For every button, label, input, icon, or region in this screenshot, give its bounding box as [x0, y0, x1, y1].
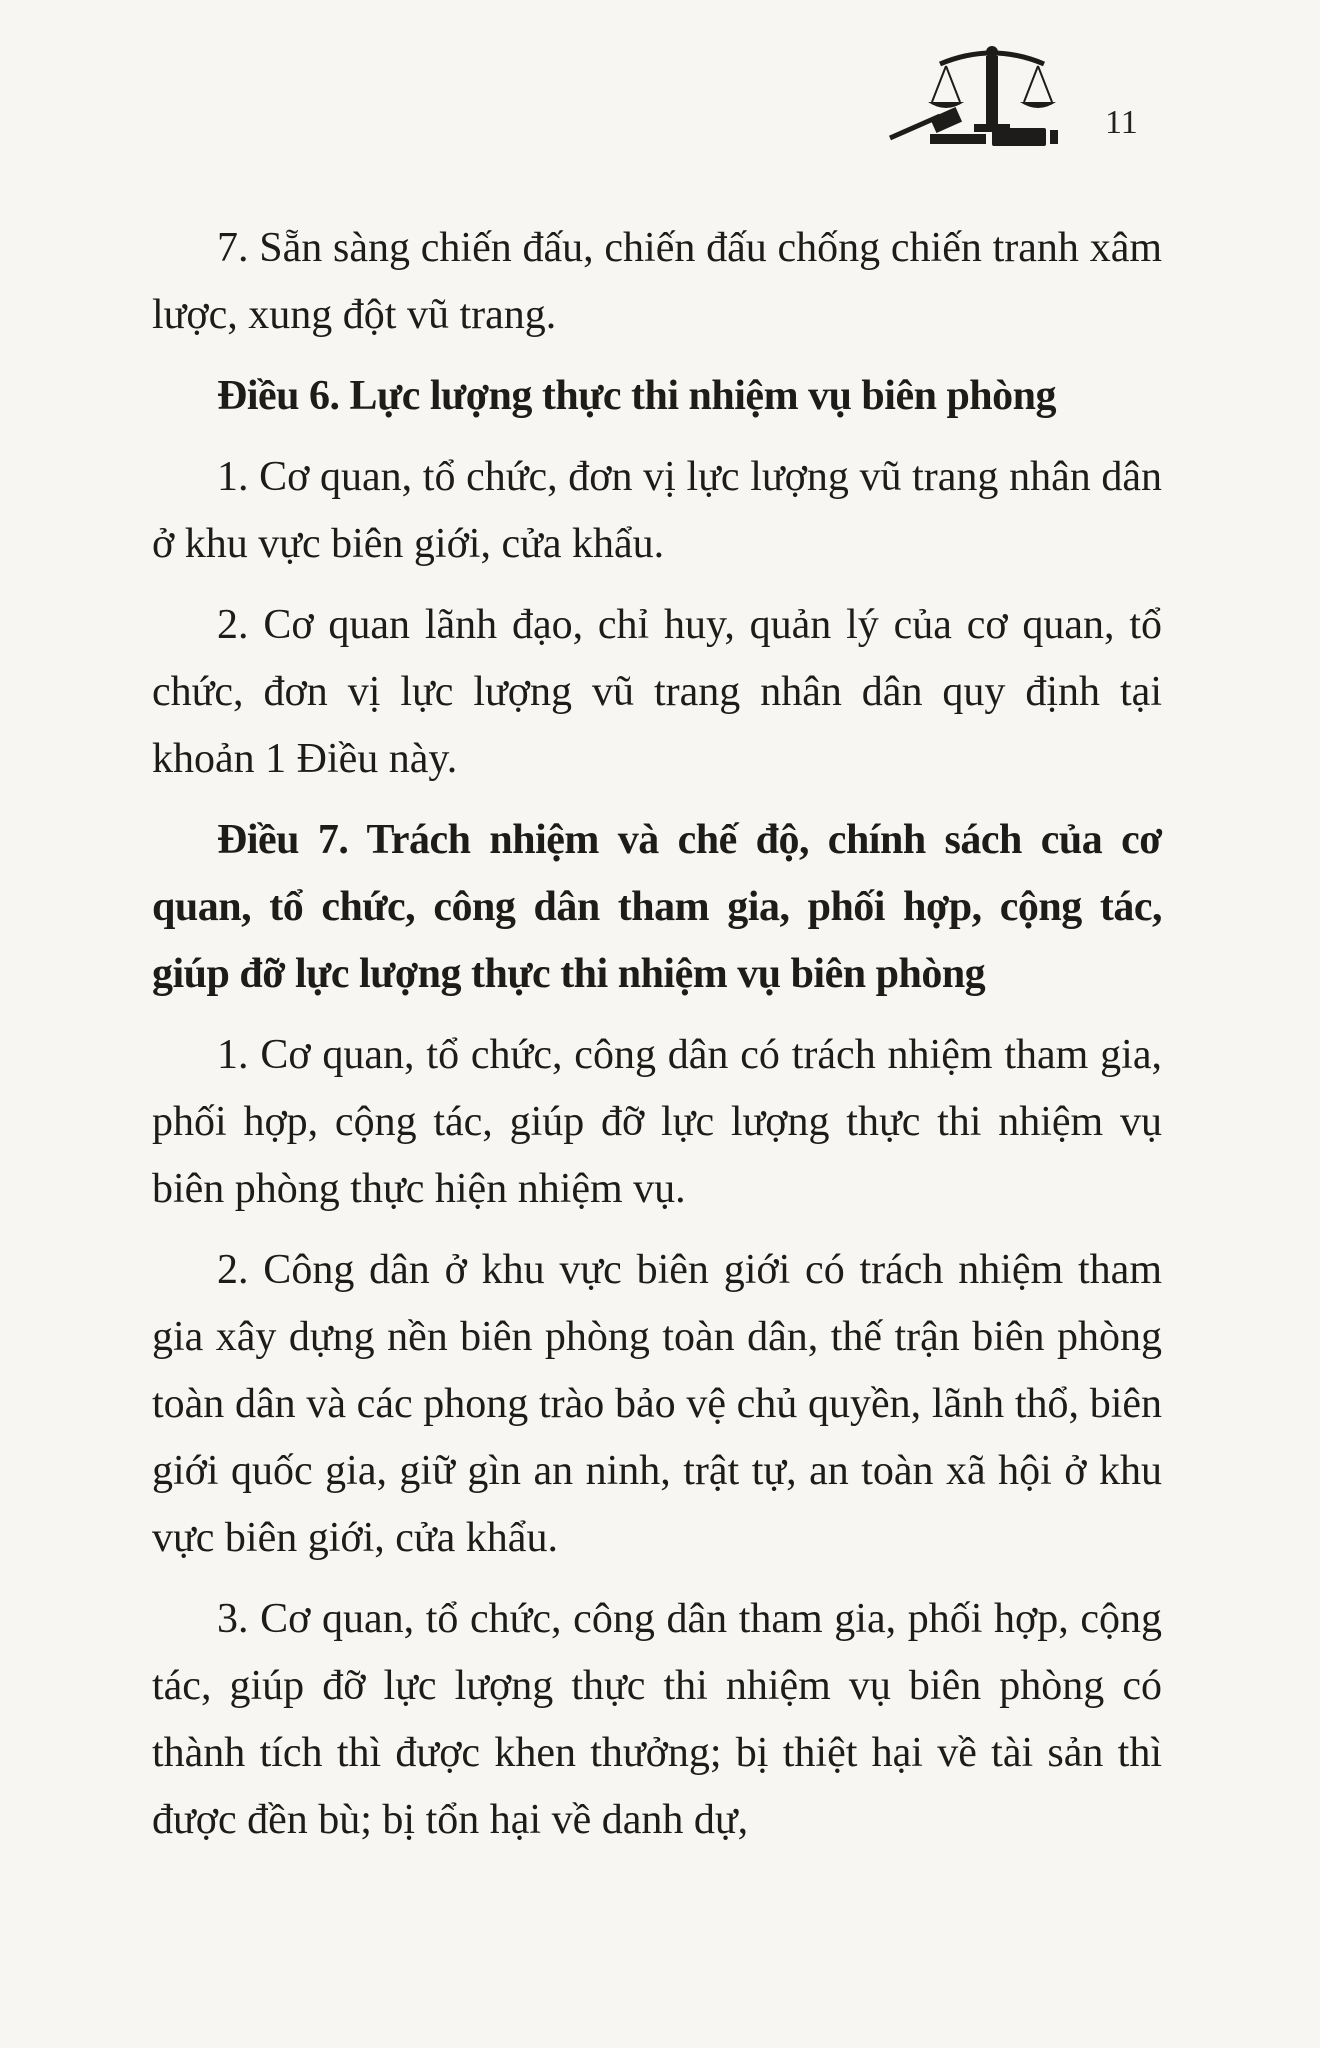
paragraph-7-2: 2. Công dân ở khu vực biên giới có trách nhiệm tham gia xây dựng nền biên phòng toàn dân, thế trận biên phòng toàn dân và các phong trào bảo vệ chủ quyền, lãnh thổ, biên giới quốc gia, giữ gìn an ninh, trật tự, an toàn xã hội ở khu vực biên giới, cửa khẩu. [152, 1247, 1162, 1561]
paragraph-item-7: 7. Sẵn sàng chiến đấu, chiến đấu chống chiến tranh xâm lược, xung đột vũ trang. [152, 225, 1162, 338]
article-6-heading: Điều 6. Lực lượng thực thi nhiệm vụ biên phòng [217, 373, 1057, 419]
paragraph-6-1: 1. Cơ quan, tổ chức, đơn vị lực lượng vũ trang nhân dân ở khu vực biên giới, cửa khẩu. [152, 454, 1162, 567]
paragraph-7-3: 3. Cơ quan, tổ chức, công dân tham gia, phối hợp, cộng tác, giúp đỡ lực lượng thực thi nhiệm vụ biên phòng có thành tích thì được khen thưởng; bị thiệt hại về tài sản thì được đền bù; bị tổn hại về danh dự, [152, 1596, 1162, 1843]
page-header [880, 38, 1160, 158]
page-body [152, 215, 1162, 1854]
scales-of-justice-and-gavel-icon [880, 38, 1070, 158]
page-number: 11 [1105, 104, 1138, 141]
paragraph-6-2: 2. Cơ quan lãnh đạo, chỉ huy, quản lý của cơ quan, tổ chức, đơn vị lực lượng vũ trang nhân dân quy định tại khoản 1 Điều này. [152, 602, 1162, 782]
article-7-heading: Điều 7. Trách nhiệm và chế độ, chính sách của cơ quan, tổ chức, công dân tham gia, phối hợp, cộng tác, giúp đỡ lực lượng thực thi nhiệm vụ biên phòng [152, 817, 1162, 997]
paragraph-7-1: 1. Cơ quan, tổ chức, công dân có trách nhiệm tham gia, phối hợp, cộng tác, giúp đỡ lực lượng thực thi nhiệm vụ biên phòng thực hiện nhiệm vụ. [152, 1032, 1162, 1212]
